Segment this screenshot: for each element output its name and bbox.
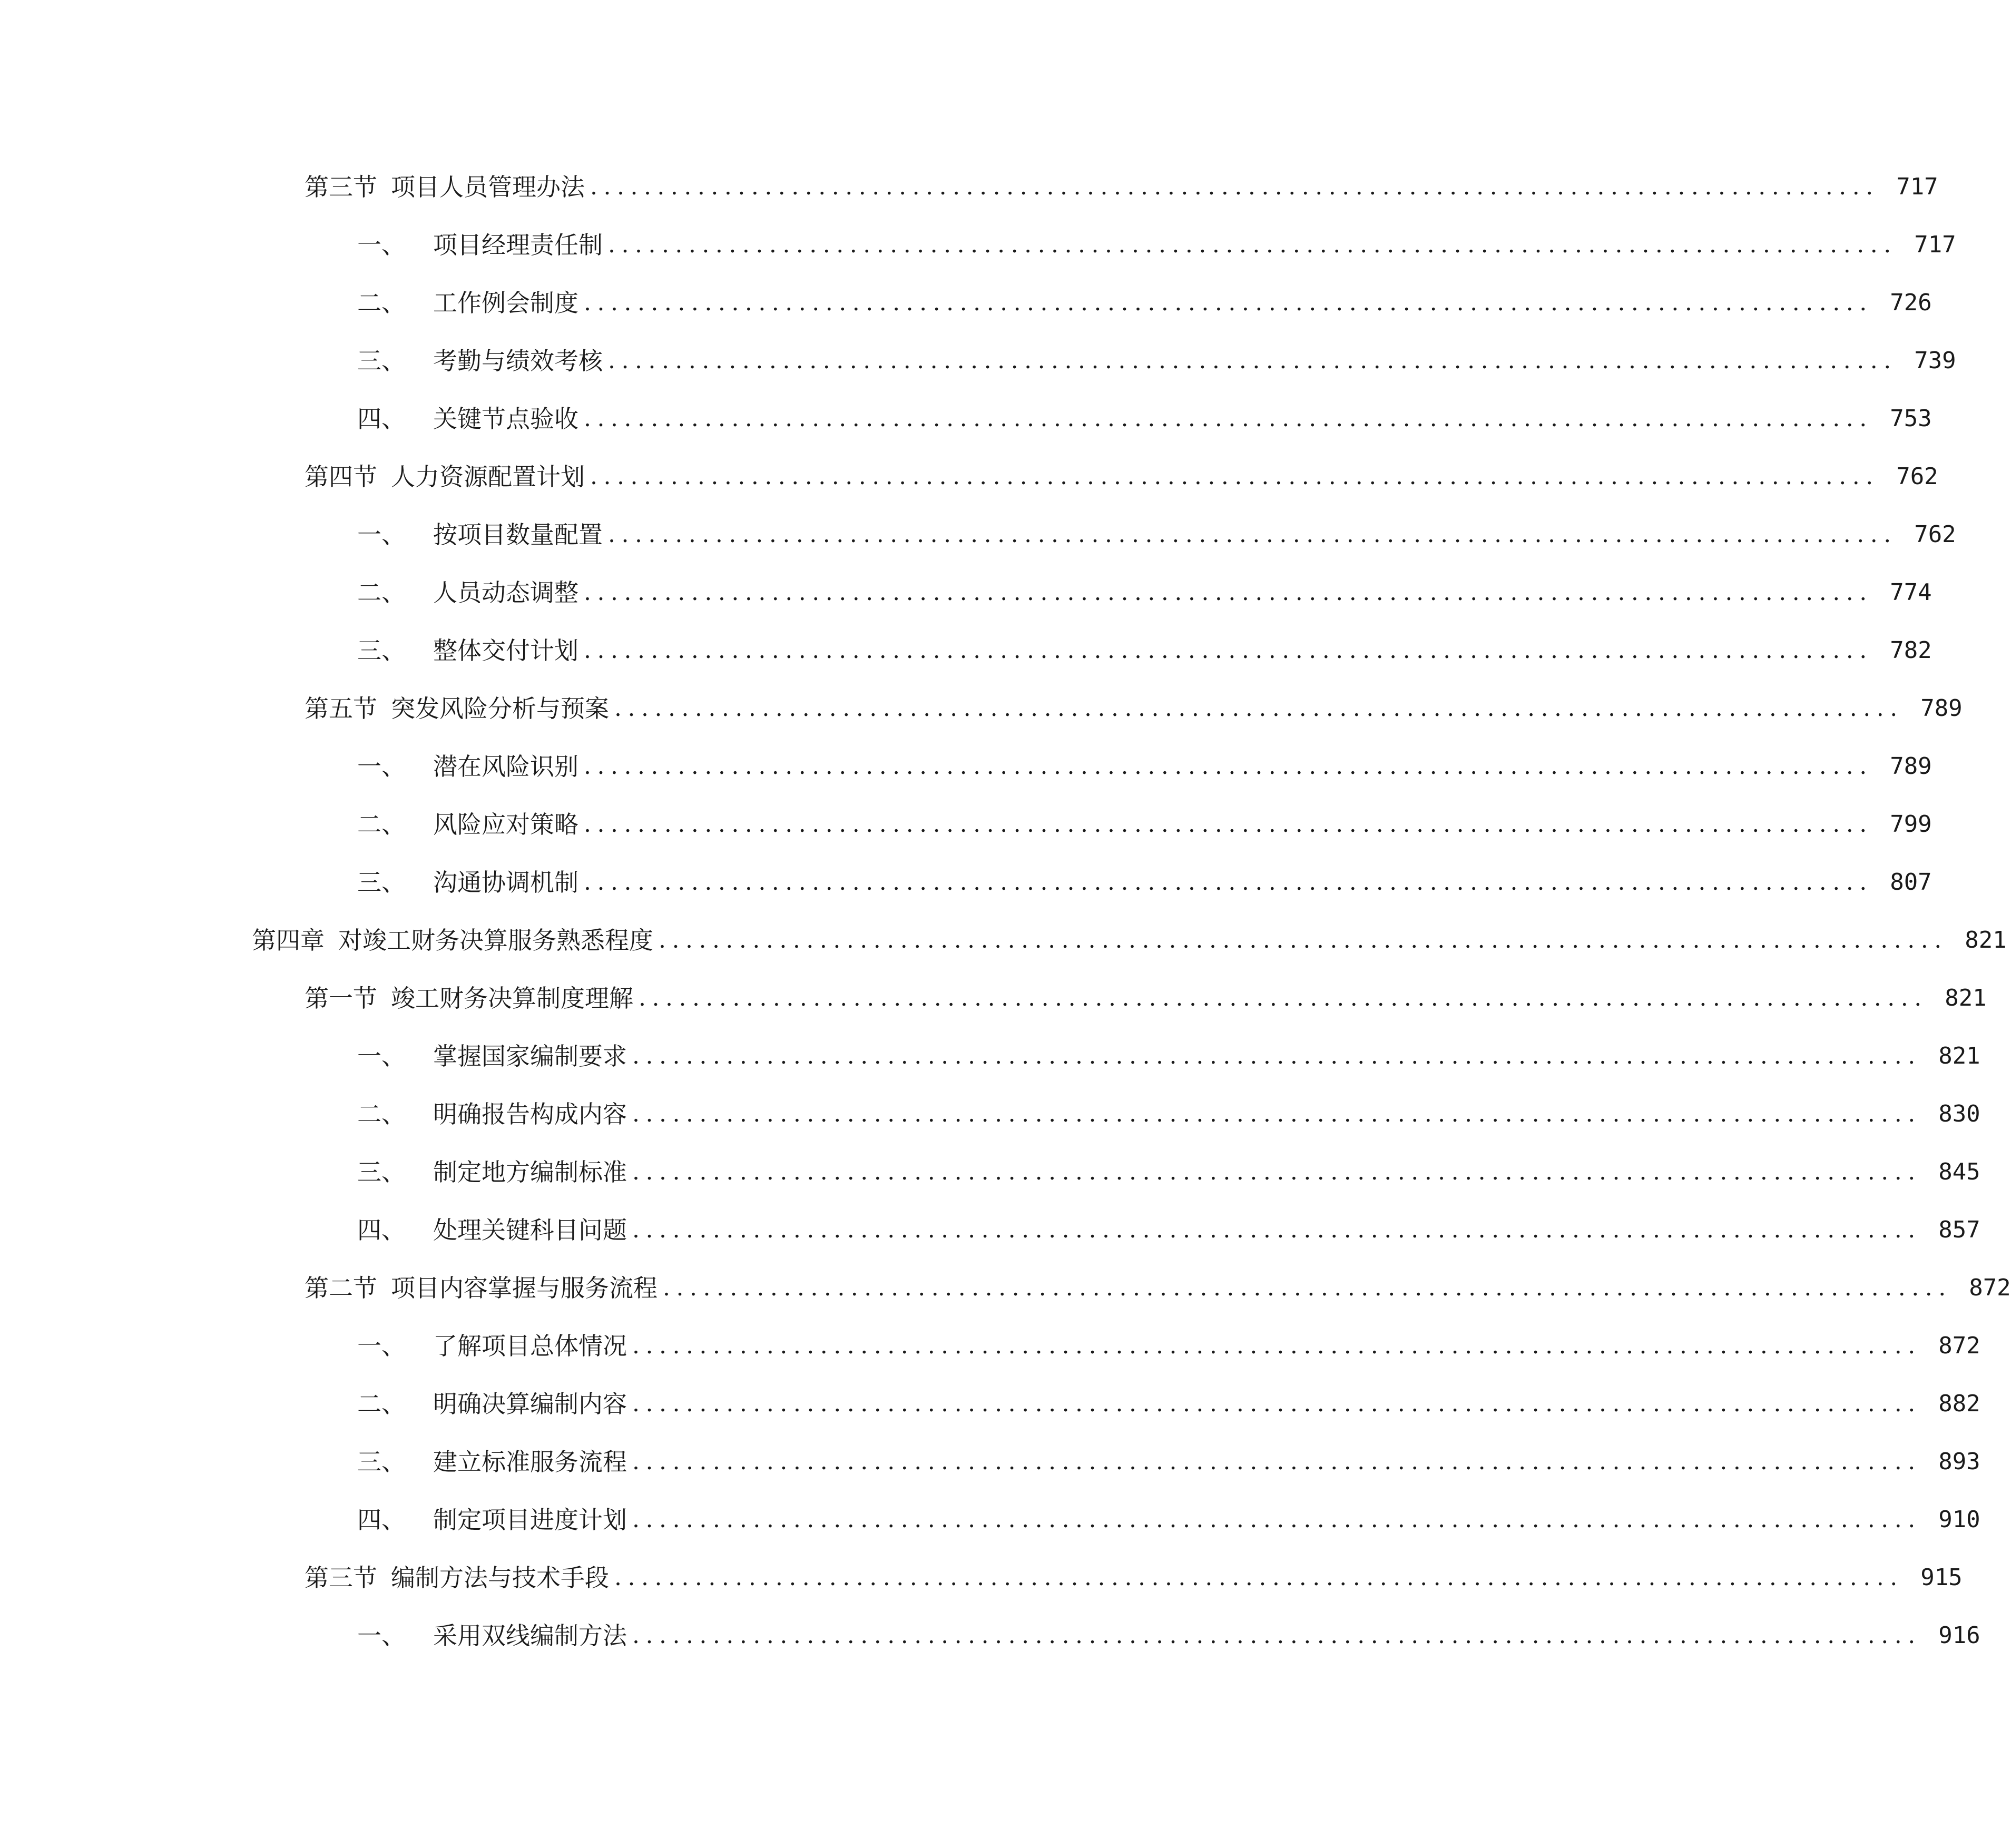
entry-number: 三、 bbox=[357, 636, 406, 665]
page-number: 726 bbox=[1890, 289, 1932, 316]
entry-number: 一、 bbox=[357, 1621, 406, 1650]
dot-leader: ................................................................................................ bbox=[584, 637, 1873, 664]
entry-title: 掌握国家编制要求 bbox=[433, 1042, 627, 1070]
entry-title: 沟通协调机制 bbox=[433, 868, 578, 897]
toc-entry-item[interactable] bbox=[0, 1375, 1980, 1433]
dot-leader: ................................................................................................ bbox=[632, 1216, 1921, 1243]
entry-title: 整体交付计划 bbox=[433, 636, 578, 665]
page-number: 739 bbox=[1914, 347, 1956, 374]
entry-title: 制定项目进度计划 bbox=[433, 1506, 627, 1534]
entry-title: 按项目数量配置 bbox=[433, 520, 603, 549]
dot-leader: ................................................................................................ bbox=[614, 1564, 1904, 1591]
entry-number: 第四节 bbox=[305, 463, 377, 491]
toc-entry-item[interactable] bbox=[0, 274, 1932, 332]
toc-entry-section[interactable] bbox=[0, 680, 1963, 738]
toc-entry-item[interactable] bbox=[0, 738, 1932, 795]
entry-title: 项目人员管理办法 bbox=[391, 173, 585, 201]
entry-number: 第四章 bbox=[252, 926, 325, 955]
toc-entry-item[interactable] bbox=[0, 390, 1932, 448]
entry-number: 第三节 bbox=[305, 173, 377, 201]
toc-entry-chapter[interactable] bbox=[0, 911, 2007, 969]
toc-entry-item[interactable] bbox=[0, 853, 1932, 911]
page-number: 915 bbox=[1920, 1564, 1963, 1591]
dot-leader: ................................................................................................ bbox=[608, 521, 1897, 548]
dot-leader: ................................................................................................ bbox=[632, 1043, 1921, 1069]
dot-leader: ................................................................................................ bbox=[590, 463, 1879, 490]
entry-number: 二、 bbox=[357, 810, 406, 839]
dot-leader: ................................................................................................ bbox=[632, 1506, 1921, 1533]
page-number: 893 bbox=[1938, 1448, 1980, 1475]
entry-title: 项目内容掌握与服务流程 bbox=[391, 1274, 658, 1302]
toc-entry-item[interactable] bbox=[0, 1317, 1980, 1375]
page-number: 717 bbox=[1896, 173, 1938, 200]
entry-number: 四、 bbox=[357, 1216, 406, 1244]
dot-leader: ................................................................................................ bbox=[632, 1100, 1921, 1127]
entry-title: 风险应对策略 bbox=[433, 810, 578, 839]
entry-title: 竣工财务决算制度理解 bbox=[391, 984, 633, 1013]
page-number: 821 bbox=[1945, 985, 1987, 1011]
entry-number: 三、 bbox=[357, 1158, 406, 1186]
page-number: 762 bbox=[1914, 521, 1956, 548]
page-number: 807 bbox=[1890, 869, 1932, 896]
toc-entry-section[interactable] bbox=[0, 969, 1987, 1027]
entry-title: 处理关键科目问题 bbox=[433, 1216, 627, 1244]
dot-leader: ................................................................................................ bbox=[632, 1622, 1921, 1649]
entry-title: 建立标准服务流程 bbox=[433, 1448, 627, 1476]
toc-entry-section[interactable] bbox=[0, 1549, 1963, 1607]
page-number: 753 bbox=[1890, 405, 1932, 432]
toc-entry-item[interactable] bbox=[0, 506, 1956, 564]
toc-entry-section[interactable] bbox=[0, 1259, 2011, 1317]
entry-number: 二、 bbox=[357, 1100, 406, 1128]
entry-title: 工作例会制度 bbox=[433, 289, 578, 317]
toc-entry-item[interactable] bbox=[0, 1607, 1980, 1665]
dot-leader: ................................................................................................ bbox=[663, 1274, 1952, 1301]
entry-number: 第五节 bbox=[305, 694, 377, 723]
dot-leader: ................................................................................................ bbox=[584, 579, 1873, 606]
entry-title: 采用双线编制方法 bbox=[433, 1621, 627, 1650]
entry-number: 第三节 bbox=[305, 1564, 377, 1592]
entry-number: 二、 bbox=[357, 1390, 406, 1418]
page-number: 789 bbox=[1920, 695, 1963, 722]
entry-number: 一、 bbox=[357, 752, 406, 781]
page-number: 789 bbox=[1890, 753, 1932, 780]
toc-entry-section[interactable] bbox=[0, 158, 1938, 216]
dot-leader: ................................................................................................ bbox=[584, 405, 1873, 432]
toc-entry-item[interactable] bbox=[0, 795, 1932, 853]
page-number: 717 bbox=[1914, 231, 1956, 258]
page-number: 882 bbox=[1938, 1390, 1980, 1417]
entry-number: 第一节 bbox=[305, 984, 377, 1013]
entry-title: 潜在风险识别 bbox=[433, 752, 578, 781]
dot-leader: ................................................................................................ bbox=[632, 1332, 1921, 1359]
entry-title: 编制方法与技术手段 bbox=[391, 1564, 609, 1592]
dot-leader: ................................................................................................ bbox=[659, 927, 1948, 954]
entry-title: 明确决算编制内容 bbox=[433, 1390, 627, 1418]
toc-entry-item[interactable] bbox=[0, 1143, 1980, 1201]
page-number: 821 bbox=[1965, 927, 2007, 954]
dot-leader: ................................................................................................ bbox=[632, 1158, 1921, 1185]
toc-entry-item[interactable] bbox=[0, 1201, 1980, 1259]
entry-number: 三、 bbox=[357, 347, 406, 375]
dot-leader: ................................................................................................ bbox=[584, 811, 1873, 838]
entry-title: 人员动态调整 bbox=[433, 578, 578, 607]
dot-leader: ................................................................................................ bbox=[632, 1390, 1921, 1417]
toc-entry-item[interactable] bbox=[0, 622, 1932, 680]
entry-number: 第二节 bbox=[305, 1274, 377, 1302]
page-number: 872 bbox=[1969, 1274, 2011, 1301]
entry-number: 三、 bbox=[357, 868, 406, 897]
entry-number: 四、 bbox=[357, 1506, 406, 1534]
entry-number: 二、 bbox=[357, 289, 406, 317]
dot-leader: ................................................................................................ bbox=[632, 1448, 1921, 1475]
entry-title: 突发风险分析与预案 bbox=[391, 694, 609, 723]
entry-title: 了解项目总体情况 bbox=[433, 1332, 627, 1360]
toc-entry-section[interactable] bbox=[0, 448, 1938, 506]
entry-number: 一、 bbox=[357, 520, 406, 549]
page-number: 872 bbox=[1938, 1332, 1980, 1359]
page-number: 799 bbox=[1890, 811, 1932, 838]
entry-title: 项目经理责任制 bbox=[433, 231, 603, 259]
dot-leader: ................................................................................................ bbox=[584, 753, 1873, 780]
page-number: 762 bbox=[1896, 463, 1938, 490]
toc-entry-item[interactable] bbox=[0, 1027, 1980, 1085]
page-number: 916 bbox=[1938, 1622, 1980, 1649]
dot-leader: ................................................................................................ bbox=[608, 347, 1897, 374]
entry-title: 明确报告构成内容 bbox=[433, 1100, 627, 1128]
dot-leader: ................................................................................................ bbox=[639, 985, 1928, 1011]
page-number: 910 bbox=[1938, 1506, 1980, 1533]
toc-entry-item[interactable] bbox=[0, 1085, 1980, 1143]
table-of-contents bbox=[0, 158, 2011, 1665]
entry-title: 人力资源配置计划 bbox=[391, 463, 585, 491]
entry-number: 四、 bbox=[357, 405, 406, 433]
page-number: 845 bbox=[1938, 1158, 1980, 1185]
toc-entry-item[interactable] bbox=[0, 1491, 1980, 1549]
entry-number: 三、 bbox=[357, 1448, 406, 1476]
dot-leader: ................................................................................................ bbox=[584, 869, 1873, 896]
toc-entry-item[interactable] bbox=[0, 564, 1932, 622]
entry-number: 一、 bbox=[357, 1042, 406, 1070]
entry-title: 制定地方编制标准 bbox=[433, 1158, 627, 1186]
toc-entry-item[interactable] bbox=[0, 216, 1956, 274]
dot-leader: ................................................................................................ bbox=[608, 231, 1897, 258]
entry-title: 考勤与绩效考核 bbox=[433, 347, 603, 375]
entry-title: 关键节点验收 bbox=[433, 405, 578, 433]
dot-leader: ................................................................................................ bbox=[584, 289, 1873, 316]
entry-number: 一、 bbox=[357, 1332, 406, 1360]
page-number: 830 bbox=[1938, 1100, 1980, 1127]
page-number: 782 bbox=[1890, 637, 1932, 664]
entry-title: 对竣工财务决算服务熟悉程度 bbox=[338, 926, 653, 955]
page-number: 774 bbox=[1890, 579, 1932, 606]
entry-number: 二、 bbox=[357, 578, 406, 607]
toc-entry-item[interactable] bbox=[0, 1433, 1980, 1491]
entry-number: 一、 bbox=[357, 231, 406, 259]
toc-entry-item[interactable] bbox=[0, 332, 1956, 390]
dot-leader: ................................................................................................ bbox=[590, 173, 1879, 200]
page-number: 821 bbox=[1938, 1043, 1980, 1069]
dot-leader: ................................................................................................ bbox=[614, 695, 1904, 722]
page-number: 857 bbox=[1938, 1216, 1980, 1243]
